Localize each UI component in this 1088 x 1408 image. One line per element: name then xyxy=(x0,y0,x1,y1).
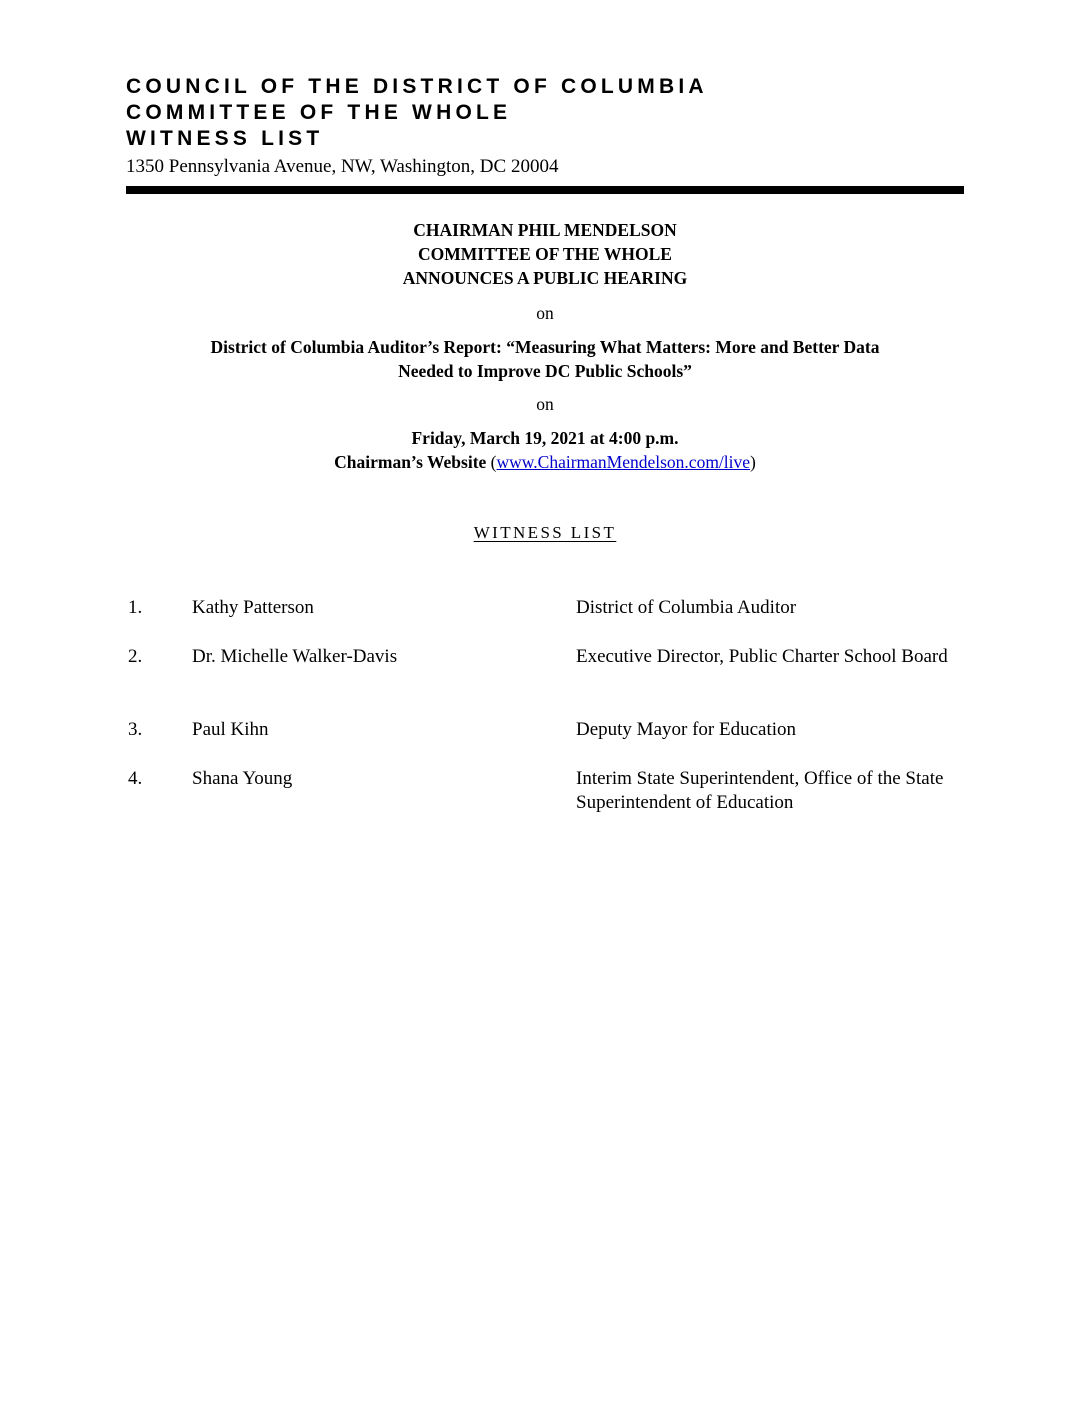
witness-number: 4. xyxy=(128,768,143,789)
witness-title: Deputy Mayor for Education xyxy=(576,719,797,740)
witness-title: Executive Director, Public Charter School Board xyxy=(576,646,948,667)
letterhead-council: COUNCIL OF THE DISTRICT OF COLUMBIA xyxy=(126,75,708,98)
witness-title: Interim State Superintendent, Office of the State Superintendent of Education xyxy=(576,768,944,813)
hearing-topic xyxy=(126,335,964,383)
topic-line-2: Needed to Improve DC Public Schools” xyxy=(398,361,692,381)
topic-line-1: District of Columbia Auditor’s Report: “Measuring What Matters: More and Better Data xyxy=(210,337,880,357)
witness-list-heading-text: WITNESS LIST xyxy=(473,523,617,542)
letterhead xyxy=(126,74,966,178)
hearing-date: Friday, March 19, 2021 at 4:00 p.m. xyxy=(411,428,679,448)
witness-number: 1. xyxy=(128,597,143,618)
website-open-paren: ( xyxy=(490,452,497,472)
website-line xyxy=(126,450,964,474)
witness-title: District of Columbia Auditor xyxy=(576,597,797,618)
chairman-name: CHAIRMAN PHIL MENDELSON xyxy=(413,220,677,240)
witness-number: 2. xyxy=(128,646,143,667)
witness-name: Shana Young xyxy=(192,768,293,789)
website-link[interactable]: www.ChairmanMendelson.com/live xyxy=(496,452,751,472)
header-divider xyxy=(126,186,964,194)
on-connector-2 xyxy=(126,393,964,415)
hearing-announcement: ANNOUNCES A PUBLIC HEARING xyxy=(402,268,688,288)
on-text: on xyxy=(536,394,554,414)
committee-name: COMMITTEE OF THE WHOLE xyxy=(418,244,672,264)
witness-name: Dr. Michelle Walker-Davis xyxy=(192,646,398,667)
witness-list-heading xyxy=(126,521,964,545)
website-close-paren: ) xyxy=(750,452,756,472)
letterhead-address: 1350 Pennsylvania Avenue, NW, Washington, DC 20004 xyxy=(126,156,559,177)
on-connector-1 xyxy=(126,302,964,324)
letterhead-committee: COMMITTEE OF THE WHOLE xyxy=(126,101,512,124)
website-label: Chairman’s Website xyxy=(334,452,487,472)
on-text: on xyxy=(536,303,554,323)
letterhead-witness-list: WITNESS LIST xyxy=(126,127,324,150)
hearing-details xyxy=(126,426,964,474)
announcement-heading xyxy=(126,218,964,290)
witness-number: 3. xyxy=(128,719,143,740)
witness-name: Kathy Patterson xyxy=(192,597,314,618)
witness-name: Paul Kihn xyxy=(192,719,269,740)
